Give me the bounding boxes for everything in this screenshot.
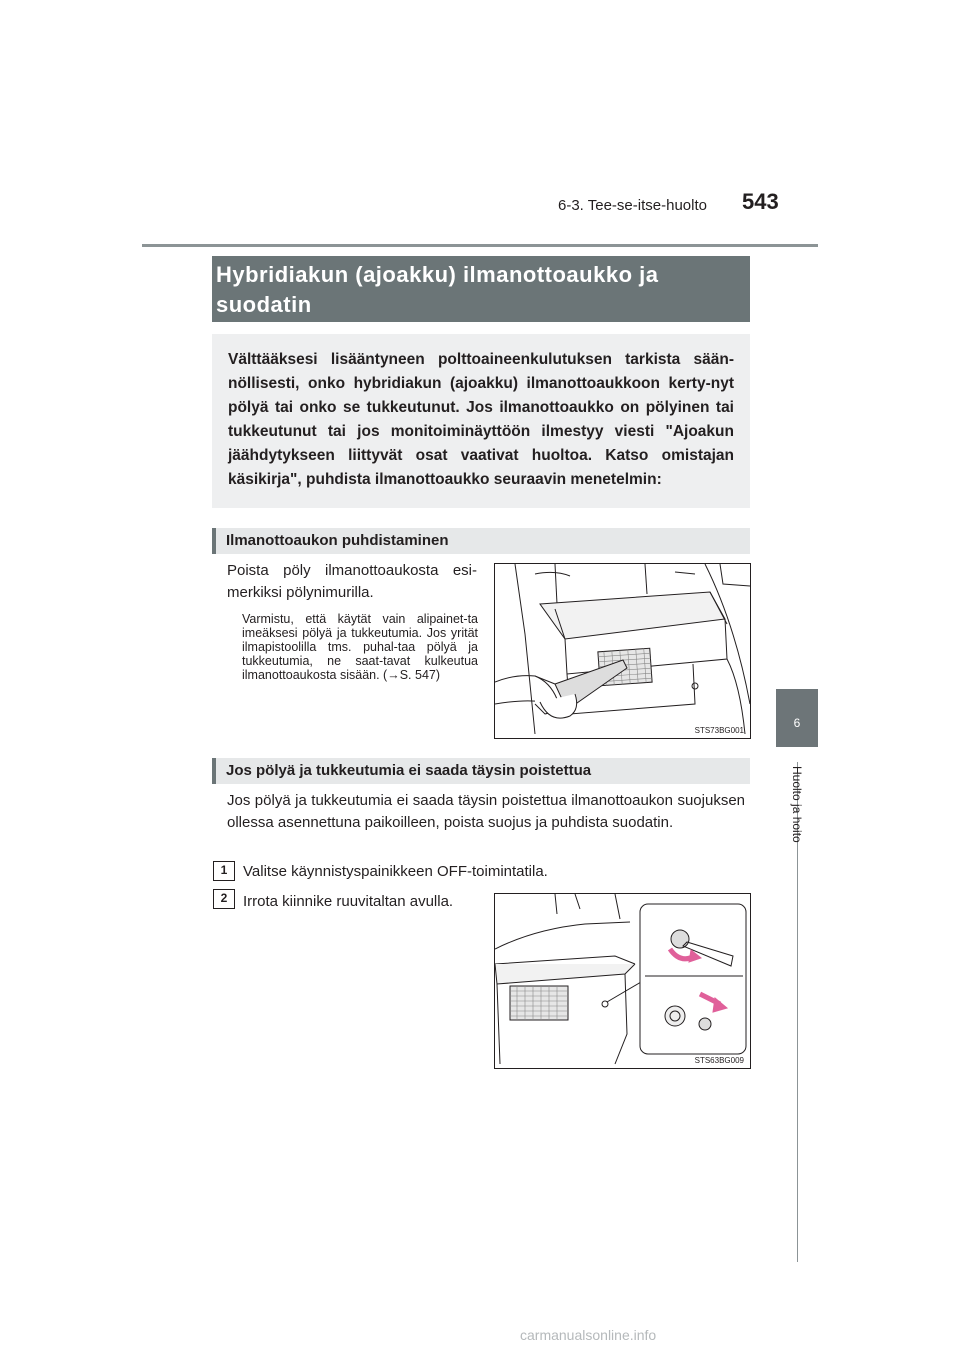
intro-box [212, 334, 750, 508]
section-heading-text: Ilmanottoaukon puhdistaminen [226, 532, 449, 549]
footer-watermark: carmanualsonline.info [520, 1327, 657, 1343]
intro-text: Välttääksesi lisääntyneen polttoaineenkulutuksen tarkista sään-nöllisesti, onko hybridiakun (ajoakku) ilmanottoaukkoon kerty-nyt pölyä tai onko se tukkeutunut. Jos ilmanottoaukko on pölyinen tai tukkeutunut tai jos monitoiminäyttöön ilmestyy viesti "Ajoakun jäähdytykseen liittyvät osat vaativat huoltoa. Katso omistajan käsikirja", puhdista ilmanottoaukko seuraavin menetelmin: [228, 351, 734, 488]
clip-illustration [495, 894, 750, 1068]
page-number: 543 [742, 189, 779, 214]
figure-code: STS73BG001 [694, 726, 744, 735]
chapter-number: 6 [793, 716, 801, 730]
step-number: 1 [213, 861, 235, 881]
cleaning-note: Varmistu, että käytät vain alipainet-ta imeäksesi pölyä ja tukkeutumia. Jos yrität ilmapistoolilla tms. puhal-taa pölyä ja tukkeutumia, ne saat-tavat kulkeutua ilmanottoaukosta sisään. (→S. 547) [242, 612, 478, 682]
header-divider [142, 244, 818, 247]
title-banner [212, 256, 750, 322]
figure-code: STS63BG009 [694, 1056, 744, 1065]
section-heading-cleaning [212, 528, 750, 554]
step-number: 2 [213, 889, 235, 909]
cleaning-instruction: Poista pöly ilmanottoaukosta esi-merkiksi pölynimurilla. [227, 562, 477, 601]
step-text: Valitse käynnistyspainikkeen OFF-toimintatila. [243, 863, 548, 880]
section-path: 6-3. Tee-se-itse-huolto [558, 197, 707, 214]
vacuum-illustration [495, 564, 750, 738]
page-title: Hybridiakun (ajoakku) ilmanottoaukko ja suodatin [216, 262, 659, 317]
figure-vacuum-intake [494, 563, 751, 739]
chapter-label: Huolto ja hoito [790, 766, 804, 843]
filter-instruction: Jos pölyä ja tukkeutumia ei saada täysin poistettua ilmanottoaukon suojuksen ollessa asennettuna paikoilleen, poista suojus ja puhdista suodatin. [227, 792, 745, 831]
section-heading-text: Jos pölyä ja tukkeutumia ei saada täysin poistettua [226, 762, 592, 779]
section-heading-filter [212, 758, 750, 784]
step-text: Irrota kiinnike ruuvitaltan avulla. [243, 893, 454, 910]
figure-remove-clip [494, 893, 751, 1069]
